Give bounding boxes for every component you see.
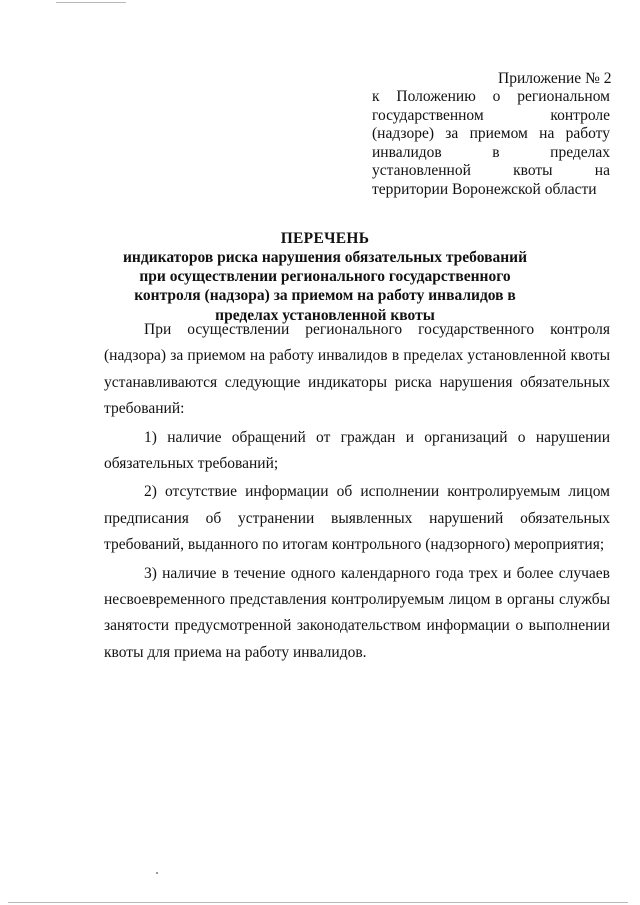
paragraph-item-3: 3) наличие в течение одного календарного года трех и более случаев несвоевременного представления контролируемым лицом в органы службы занятости предусмотренной законодательством информации о выполнении квоты для приема на работу инвалидов. — [104, 564, 610, 661]
paragraph-item-2: 2) отсутствие информации об исполнении контролируемым лицом предписания об устранении выявленных нарушений обязательных требований, выданного по итогам контрольного (надзорного) мероприятия; — [104, 483, 610, 554]
paragraph-intro: При осуществлении регионального государственного контроля (надзора) за приемом на работу инвалидов в пределах установленной квоты устанавливаются следующие индикаторы риска нарушения обязательных требований: — [104, 321, 610, 418]
document-heading: ПЕРЕЧЕНЬ — [280, 230, 370, 247]
appendix-title: Приложение № 2 — [498, 70, 612, 87]
document-body — [104, 317, 610, 668]
document-subtitle: индикаторов риска нарушения обязательных требований при осуществлении регионального государственного контроля (надзора) за приемом на работу инвалидов в пределах установленной квоты — [123, 249, 527, 324]
appendix-reference: к Положению о региональном государственном контроле (надзоре) за приемом на работу инвалидов в пределах установленной квоты на территории Воронежской области — [372, 88, 610, 198]
scan-artifact-top — [56, 2, 126, 3]
scan-artifact-bottom — [8, 902, 628, 903]
scan-artifact-dot — [156, 872, 158, 874]
paragraph-item-1: 1) наличие обращений от граждан и организаций о нарушении обязательных требований; — [104, 428, 610, 473]
